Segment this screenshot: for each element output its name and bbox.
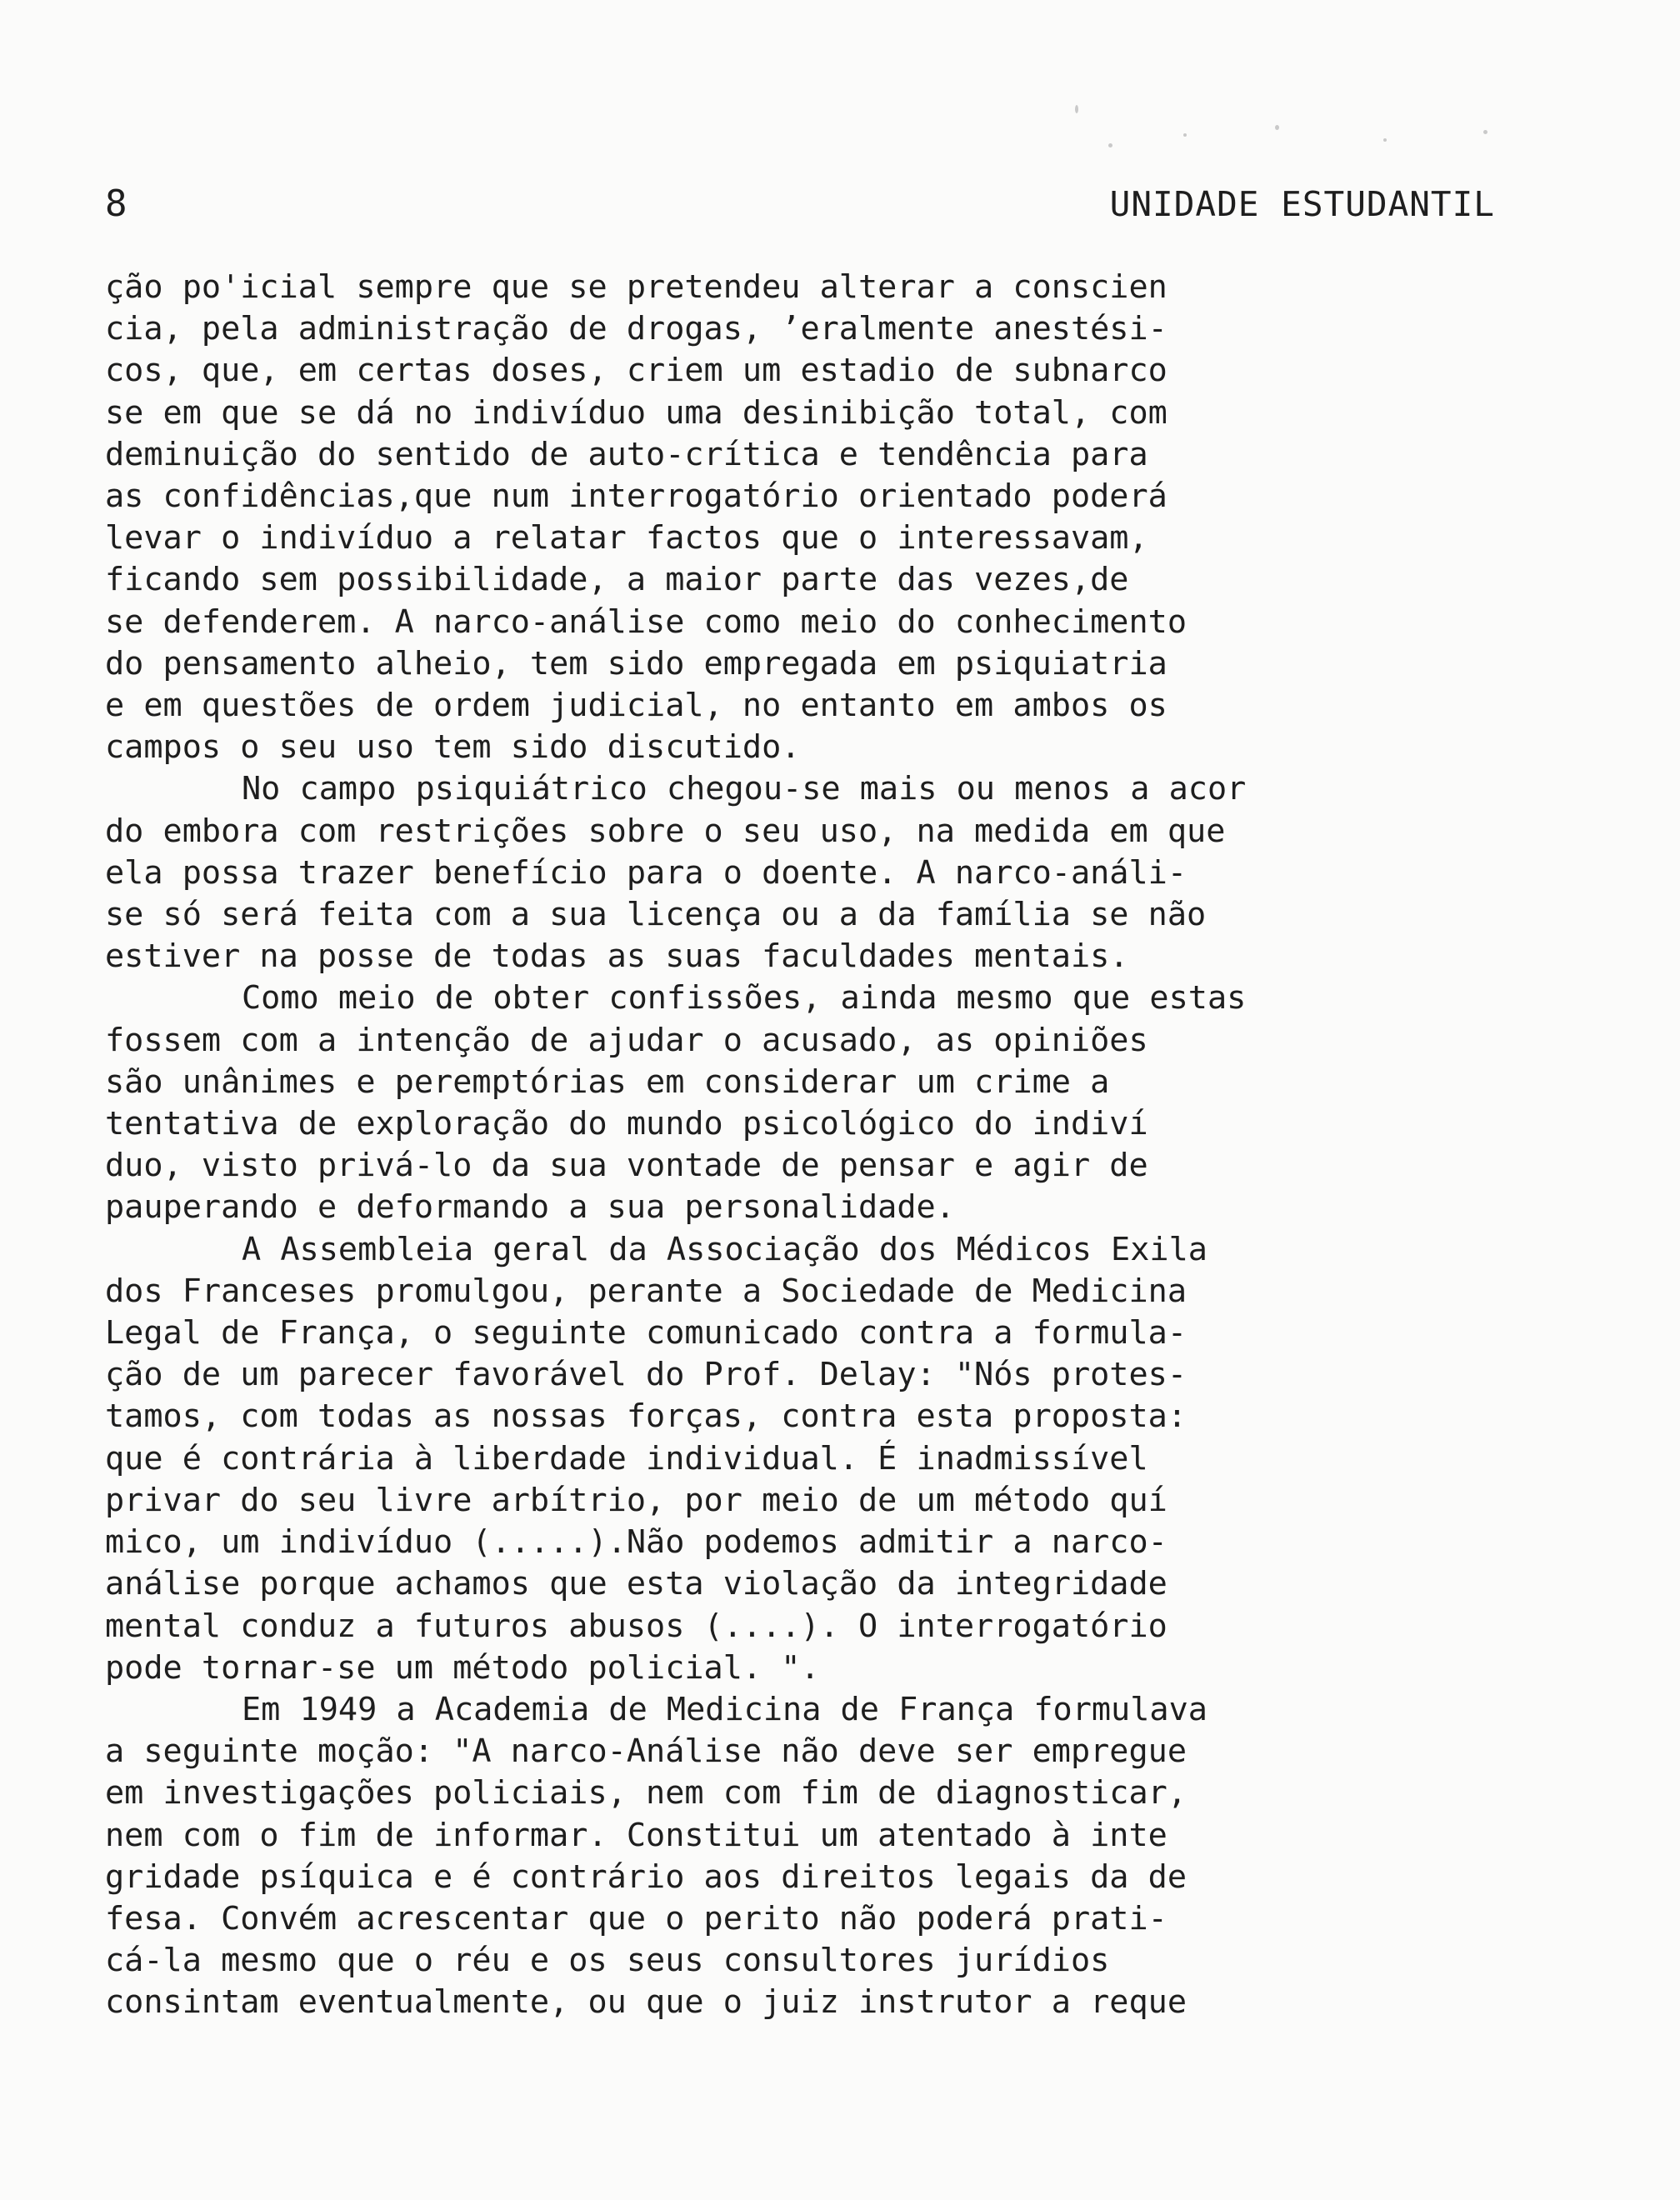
scan-speck [1183,133,1187,137]
text-line: dos Franceses promulgou, perante a Sociedade de Medicina [105,1272,1188,1310]
text-line: cia, pela administração de drogas, ʼeralmente anestési- [105,310,1168,348]
text-line: Como meio de obter confissões, ainda mesmo que estas [242,979,1247,1018]
text-line: em investigações policiais, nem com fim de diagnosticar, [105,1774,1188,1812]
text-line: mental conduz a futuros abusos (....). O interrogatório [105,1607,1168,1645]
running-title: UNIDADE ESTUDANTIL [1109,184,1495,224]
text-line: estiver na posse de todas as suas faculdades mentais. [105,938,1129,976]
text-line: análise porque achamos que esta violação da integridade [105,1565,1168,1603]
text-line: ção de um parecer favorável do Prof. Delay: "Nós protes- [105,1356,1188,1394]
text-line: e em questões de ordem judicial, no entanto em ambos os [105,687,1168,725]
paragraph [105,267,1555,768]
paragraph [105,1229,1555,1689]
text-line: consintam eventualmente, ou que o juiz instrutor a reque [105,1983,1188,2022]
text-line: pauperando e deformando a sua personalidade. [105,1188,955,1227]
paragraph [105,1689,1555,2024]
scan-speck [1108,143,1112,148]
text-line: levar o indivíduo a relatar factos que o interessavam, [105,519,1148,558]
text-line: se só será feita com a sua licença ou a da família se não [105,896,1207,934]
text-line: se em que se dá no indivíduo uma desinibição total, com [105,393,1168,432]
text-line: pode tornar-se um método policial. ". [105,1648,820,1687]
scan-speck [1483,130,1488,134]
scan-speck [1275,125,1279,130]
text-line: nem com o fim de informar. Constitui um atentado à inte [105,1816,1168,1854]
text-line: do pensamento alheio, tem sido empregada em psiquiatria [105,644,1168,682]
text-line: as confidências,que num interrogatório orientado poderá [105,478,1168,516]
text-line: deminuição do sentido de auto-crítica e tendência para [105,435,1148,473]
text-line: Legal de França, o seguinte comunicado contra a formula- [105,1314,1188,1352]
text-line: No campo psiquiátrico chegou-se mais ou menos a acor [242,770,1247,808]
text-line: tentativa de exploração do mundo psicológico do indiví [105,1105,1148,1143]
page-number: 8 [105,182,128,225]
text-line: campos o seu uso tem sido discutido. [105,728,801,767]
paragraph [105,978,1555,1228]
text-line: ela possa trazer benefício para o doente. A narco-análi- [105,853,1188,892]
text-line: duo, visto privá-lo da sua vontade de pensar e agir de [105,1147,1148,1185]
scan-speck [1075,105,1078,113]
text-line: mico, um indivíduo (.....).Não podemos admitir a narco- [105,1523,1168,1562]
text-line: privar do seu livre arbítrio, por meio de um método quí [105,1481,1168,1519]
text-line: Em 1949 a Academia de Medicina de França formulava [242,1690,1208,1728]
text-line: ficando sem possibilidade, a maior parte das vezes,de [105,561,1129,599]
text-line: são unânimes e peremptórias em considerar um crime a [105,1062,1110,1101]
paragraph [105,768,1555,978]
text-line: do embora com restrições sobre o seu uso, na medida em que [105,812,1226,850]
text-line: que é contrária à liberdade individual. É inadmissível [105,1439,1148,1478]
text-line: gridade psíquica e é contrário aos direitos legais da de [105,1858,1188,1896]
scan-speck [1383,138,1387,142]
text-line: fesa. Convém acrescentar que o perito não poderá prati- [105,1899,1168,1938]
text-line: cos, que, em certas doses, criem um estadio de subnarco [105,352,1168,390]
text-line: ção po'icial sempre que se pretendeu alterar a conscien [105,268,1168,306]
text-line: cá-la mesmo que o réu e os seus consultores jurídios [105,1942,1110,1980]
text-line: se defenderem. A narco-análise como meio do conhecimento [105,602,1188,641]
text-line: A Assembleia geral da Associação dos Médicos Exila [242,1230,1208,1268]
text-line: a seguinte moção: "A narco-Análise não deve ser empregue [105,1732,1188,1771]
text-line: tamos, com todas as nossas forças, contra esta proposta: [105,1398,1188,1436]
text-line: fossem com a intenção de ajudar o acusado, as opiniões [105,1021,1148,1059]
body-text [105,267,1555,2024]
